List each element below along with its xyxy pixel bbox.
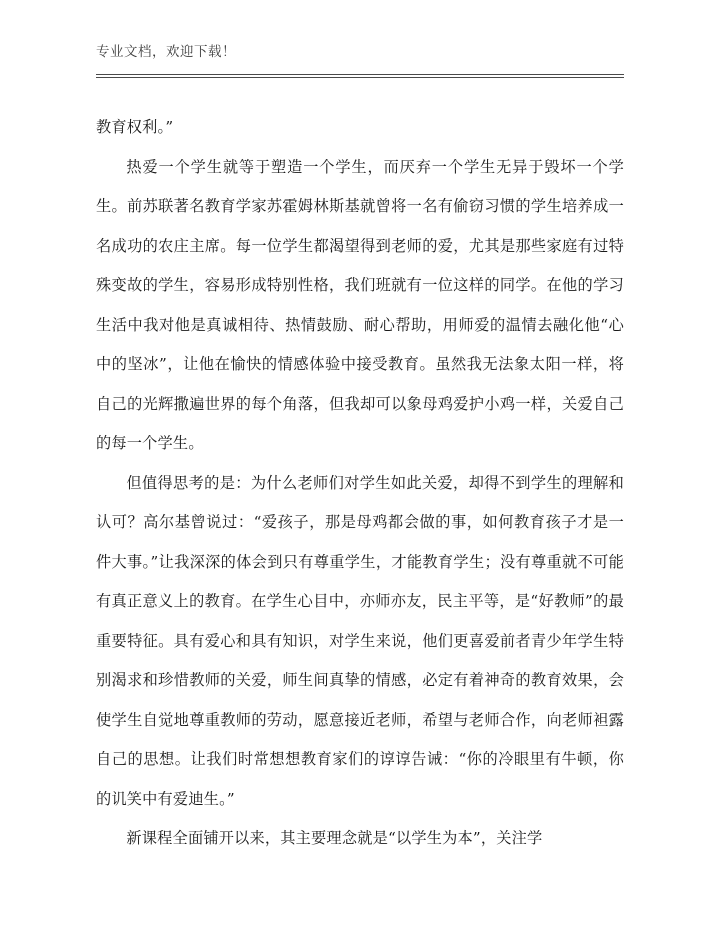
paragraph-4: 新课程全面铺开以来，其主要理念就是“以学生为本”，关注学 [126, 829, 543, 847]
header-divider-bottom [96, 77, 624, 78]
header-divider-top [96, 74, 624, 75]
paragraph-1: 教育权利。” [96, 118, 174, 136]
header-promo-text: 专业文档，欢迎下载！ [96, 44, 236, 60]
paragraph-2: 热爱一个学生就等于塑造一个学生，而厌弃一个学生无异于毁坏一个学生。前苏联著名教育学家苏霍姆林斯基就曾将一名有偷窃习惯的学生培养成一名成功的农庄主席。每一位学生都渴望得到老师的爱，尤其是那些家庭有过特殊变故的学生，容易形成特别性格，我们班就有一位这样的同学。在他的学习生活中我对他是真诚相待、热情鼓励、耐心帮助，用师爱的温情去融化他“心中的坚冰”，让他在愉快的情感体验中接受教育。虽然我无法象太阳一样，将自己的光辉撒遍世界的每个角落，但我却可以象母鸡爱护小鸡一样，关爱自己的每一个学生。 [96, 157, 624, 452]
paragraph-3: 但值得思考的是：为什么老师们对学生如此关爱，却得不到学生的理解和认可？高尔基曾说过：“爱孩子，那是母鸡都会做的事，如何教育孩子才是一件大事。”让我深深的体会到只有尊重学生，才能教育学生；没有尊重就不可能有真正意义上的教育。在学生心目中，亦师亦友，民主平等，是“好教师”的最重要特征。具有爱心和具有知识，对学生来说，他们更喜爱前者青少年学生特别渴求和珍惜教师的关爱，师生间真挚的情感，必定有着神奇的教育效果，会使学生自觉地尊重教师的劳动，愿意接近老师，希望与老师合作，向老师袒露自己的思想。让我们时常想想教育家们的谆谆告诫：“你的冷眼里有牛顿，你的讥笑中有爱迪生。” [96, 473, 624, 808]
document-body [96, 108, 624, 859]
